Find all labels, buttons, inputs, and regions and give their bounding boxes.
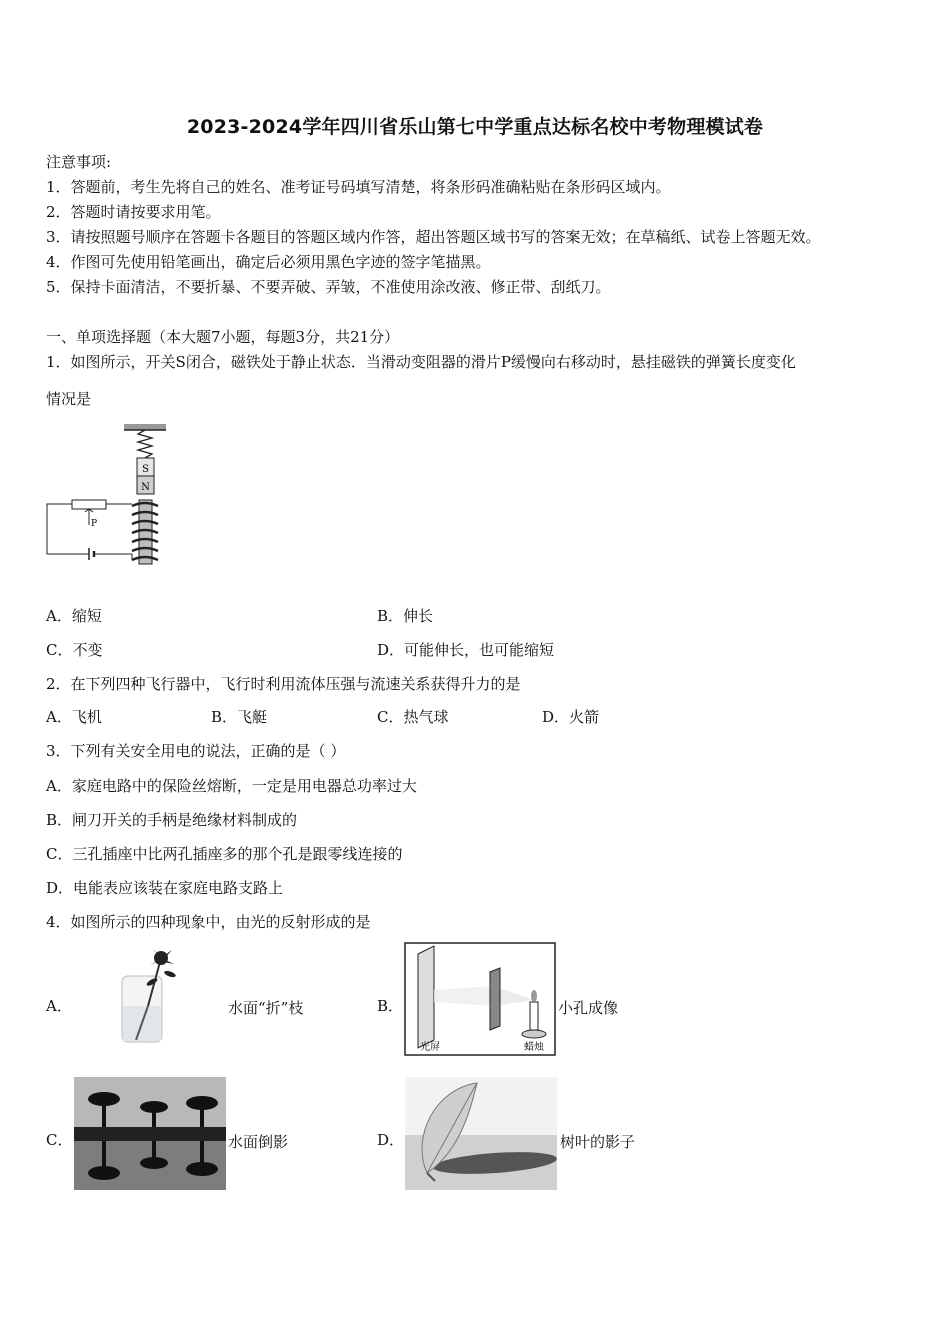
q4-option-b-letter: B． bbox=[377, 997, 404, 1015]
candle-label: 蜡烛 bbox=[524, 1042, 544, 1053]
notice-heading: 注意事项: bbox=[46, 153, 112, 171]
water-reflection-image bbox=[74, 1077, 226, 1190]
magnet-n-label: N bbox=[141, 482, 150, 493]
question-4-stem: 4．如图所示的四种现象中，由光的反射形成的是 bbox=[46, 913, 371, 931]
screen-label: 光屏 bbox=[420, 1042, 440, 1053]
notice-item: 2．答题时请按要求用笔。 bbox=[46, 203, 221, 221]
bent-stem-in-water-image bbox=[112, 946, 192, 1046]
q1-option-a: A．缩短 bbox=[46, 607, 102, 625]
q3-option-a: A．家庭电路中的保险丝熔断，一定是用电器总功率过大 bbox=[46, 777, 417, 795]
notice-item: 5．保持卡面清洁，不要折暴、不要弄破、弄皱，不准使用涂改液、修正带、刮纸刀。 bbox=[46, 278, 611, 296]
q4-option-a-caption: 水面“折”枝 bbox=[228, 999, 304, 1017]
electromagnet-circuit-figure bbox=[44, 420, 174, 570]
q2-option-c: C．热气球 bbox=[377, 708, 449, 726]
magnet-s-label: S bbox=[142, 464, 149, 475]
q4-option-d-caption: 树叶的影子 bbox=[560, 1133, 636, 1151]
q4-option-d-letter: D． bbox=[377, 1131, 405, 1149]
notice-item: 4．作图可先使用铅笔画出，确定后必须用黑色字迹的签字笔描黑。 bbox=[46, 253, 491, 271]
leaf-shadow-image bbox=[405, 1077, 557, 1190]
question-1-stem: 1．如图所示，开关S闭合，磁铁处于静止状态．当滑动变阻器的滑片P缓慢向右移动时，悬挂磁铁的弹簧长度变化 bbox=[46, 353, 796, 371]
q2-option-a: A．飞机 bbox=[46, 708, 102, 726]
question-2-stem: 2．在下列四种飞行器中，飞行时利用流体压强与流速关系获得升力的是 bbox=[46, 675, 521, 693]
q1-option-c: C．不变 bbox=[46, 641, 103, 659]
q1-option-b: B．伸长 bbox=[377, 607, 434, 625]
pinhole-camera-image bbox=[404, 942, 556, 1056]
slider-p-label: P bbox=[91, 519, 98, 529]
q3-option-b: B．闸刀开关的手柄是绝缘材料制成的 bbox=[46, 811, 298, 829]
question-1-stem-cont: 情况是 bbox=[46, 390, 92, 408]
q2-option-d: D．火箭 bbox=[542, 708, 600, 726]
q4-option-c-caption: 水面倒影 bbox=[228, 1133, 289, 1151]
notice-item: 3．请按照题号顺序在答题卡各题目的答题区域内作答，超出答题区域书写的答案无效；在草稿纸、试卷上答题无效。 bbox=[46, 228, 821, 246]
section-heading: 一、单项选择题（本大题7小题，每题3分，共21分） bbox=[46, 328, 400, 346]
q4-option-c-letter: C． bbox=[46, 1131, 73, 1149]
q3-option-c: C．三孔插座中比两孔插座多的那个孔是跟零线连接的 bbox=[46, 845, 403, 863]
q1-option-d: D．可能伸长，也可能缩短 bbox=[377, 641, 555, 659]
page-title: 2023-2024学年四川省乐山第七中学重点达标名校中考物理模试卷 bbox=[186, 116, 764, 138]
q2-option-b: B．飞艇 bbox=[211, 708, 268, 726]
q4-option-b-caption: 小孔成像 bbox=[558, 999, 619, 1017]
q3-option-d: D．电能表应该装在家庭电路支路上 bbox=[46, 879, 284, 897]
question-3-stem: 3．下列有关安全用电的说法，正确的是（ ） bbox=[46, 742, 346, 760]
notice-item: 1．答题前，考生先将自己的姓名、准考证号码填写清楚，将条形码准确粘贴在条形码区域内。 bbox=[46, 178, 671, 196]
q4-option-a-letter: A． bbox=[46, 997, 72, 1015]
